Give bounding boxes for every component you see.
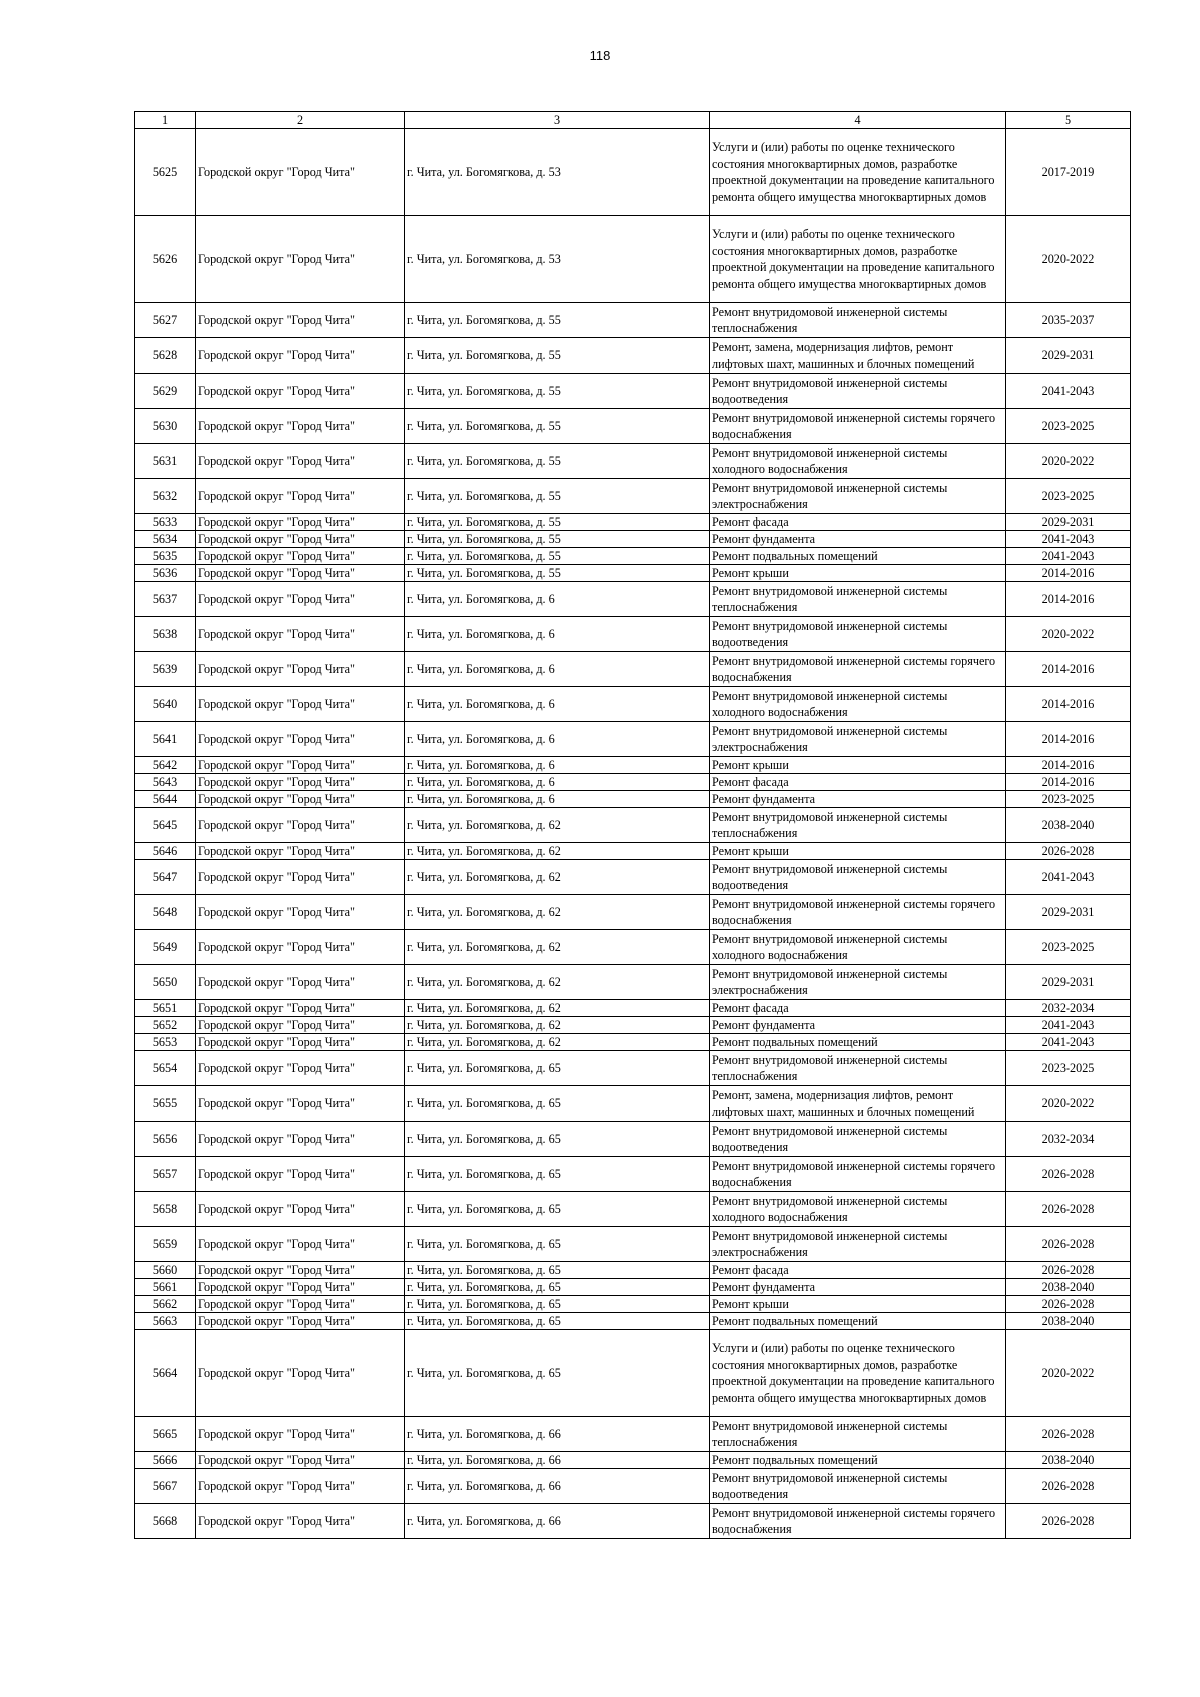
table-row	[135, 303, 1131, 338]
row-number-cell: 5638	[135, 617, 196, 652]
table-row	[135, 1017, 1131, 1034]
district-cell: Городской округ "Город Чита"	[196, 514, 405, 531]
period-cell: 2026-2028	[1006, 1192, 1131, 1227]
address-cell: г. Чита, ул. Богомягкова, д. 65	[405, 1279, 710, 1296]
district-cell: Городской округ "Город Чита"	[196, 895, 405, 930]
district-cell: Городской округ "Город Чита"	[196, 791, 405, 808]
district-cell: Городской округ "Город Чита"	[196, 444, 405, 479]
district-cell: Городской округ "Город Чита"	[196, 1330, 405, 1417]
address-cell: г. Чита, ул. Богомягкова, д. 6	[405, 652, 710, 687]
address-cell: г. Чита, ул. Богомягкова, д. 62	[405, 1017, 710, 1034]
row-number-cell: 5630	[135, 409, 196, 444]
table-row	[135, 514, 1131, 531]
table-row	[135, 1262, 1131, 1279]
row-number-cell: 5664	[135, 1330, 196, 1417]
row-number-cell: 5633	[135, 514, 196, 531]
period-cell: 2026-2028	[1006, 1227, 1131, 1262]
row-number-cell: 5658	[135, 1192, 196, 1227]
row-number-cell: 5656	[135, 1122, 196, 1157]
address-cell: г. Чита, ул. Богомягкова, д. 6	[405, 791, 710, 808]
address-cell: г. Чита, ул. Богомягкова, д. 65	[405, 1296, 710, 1313]
header-col-4: 4	[710, 112, 1006, 129]
row-number-cell: 5626	[135, 216, 196, 303]
district-cell: Городской округ "Город Чита"	[196, 843, 405, 860]
row-number-cell: 5653	[135, 1034, 196, 1051]
period-cell: 2023-2025	[1006, 409, 1131, 444]
period-cell: 2020-2022	[1006, 444, 1131, 479]
address-cell: г. Чита, ул. Богомягкова, д. 55	[405, 338, 710, 374]
table-row	[135, 757, 1131, 774]
address-cell: г. Чита, ул. Богомягкова, д. 6	[405, 722, 710, 757]
district-cell: Городской округ "Город Чита"	[196, 1017, 405, 1034]
district-cell: Городской округ "Город Чита"	[196, 1227, 405, 1262]
address-cell: г. Чита, ул. Богомягкова, д. 6	[405, 757, 710, 774]
district-cell: Городской округ "Город Чита"	[196, 582, 405, 617]
table-row	[135, 1469, 1131, 1504]
work-type-cell: Ремонт внутридомовой инженерной системы водоотведения	[710, 374, 1006, 409]
district-cell: Городской округ "Город Чита"	[196, 409, 405, 444]
period-cell: 2026-2028	[1006, 1469, 1131, 1504]
period-cell: 2026-2028	[1006, 1504, 1131, 1539]
period-cell: 2032-2034	[1006, 1122, 1131, 1157]
work-type-cell: Ремонт подвальных помещений	[710, 1452, 1006, 1469]
table-row	[135, 338, 1131, 374]
table-row	[135, 1034, 1131, 1051]
table-row	[135, 1000, 1131, 1017]
row-number-cell: 5650	[135, 965, 196, 1000]
period-cell: 2029-2031	[1006, 338, 1131, 374]
row-number-cell: 5637	[135, 582, 196, 617]
work-type-cell: Ремонт подвальных помещений	[710, 1034, 1006, 1051]
work-type-cell: Ремонт подвальных помещений	[710, 548, 1006, 565]
work-type-cell: Ремонт внутридомовой инженерной системы теплоснабжения	[710, 582, 1006, 617]
table-row	[135, 479, 1131, 514]
address-cell: г. Чита, ул. Богомягкова, д. 66	[405, 1469, 710, 1504]
table-row	[135, 1296, 1131, 1313]
header-col-1: 1	[135, 112, 196, 129]
table-row	[135, 409, 1131, 444]
table-row	[135, 1157, 1131, 1192]
address-cell: г. Чита, ул. Богомягкова, д. 6	[405, 687, 710, 722]
district-cell: Городской округ "Город Чита"	[196, 860, 405, 895]
page-number: 118	[589, 48, 611, 63]
district-cell: Городской округ "Город Чита"	[196, 216, 405, 303]
work-type-cell: Ремонт фундамента	[710, 531, 1006, 548]
work-type-cell: Ремонт фасада	[710, 774, 1006, 791]
period-cell: 2029-2031	[1006, 965, 1131, 1000]
address-cell: г. Чита, ул. Богомягкова, д. 62	[405, 965, 710, 1000]
work-type-cell: Ремонт внутридомовой инженерной системы водоотведения	[710, 617, 1006, 652]
table-row	[135, 565, 1131, 582]
district-cell: Городской округ "Город Чита"	[196, 1034, 405, 1051]
period-cell: 2038-2040	[1006, 1279, 1131, 1296]
table-row	[135, 860, 1131, 895]
row-number-cell: 5645	[135, 808, 196, 843]
period-cell: 2017-2019	[1006, 129, 1131, 216]
address-cell: г. Чита, ул. Богомягкова, д. 66	[405, 1504, 710, 1539]
period-cell: 2041-2043	[1006, 860, 1131, 895]
period-cell: 2029-2031	[1006, 514, 1131, 531]
table-row	[135, 1192, 1131, 1227]
address-cell: г. Чита, ул. Богомягкова, д. 62	[405, 1000, 710, 1017]
address-cell: г. Чита, ул. Богомягкова, д. 55	[405, 303, 710, 338]
district-cell: Городской округ "Город Чита"	[196, 338, 405, 374]
work-type-cell: Ремонт внутридомовой инженерной системы теплоснабжения	[710, 303, 1006, 338]
district-cell: Городской округ "Город Чита"	[196, 965, 405, 1000]
row-number-cell: 5644	[135, 791, 196, 808]
row-number-cell: 5646	[135, 843, 196, 860]
row-number-cell: 5640	[135, 687, 196, 722]
period-cell: 2014-2016	[1006, 687, 1131, 722]
district-cell: Городской округ "Город Чита"	[196, 757, 405, 774]
table-row	[135, 1313, 1131, 1330]
row-number-cell: 5634	[135, 531, 196, 548]
period-cell: 2026-2028	[1006, 843, 1131, 860]
address-cell: г. Чита, ул. Богомягкова, д. 65	[405, 1227, 710, 1262]
district-cell: Городской округ "Город Чита"	[196, 303, 405, 338]
row-number-cell: 5627	[135, 303, 196, 338]
work-type-cell: Ремонт внутридомовой инженерной системы электроснабжения	[710, 722, 1006, 757]
period-cell: 2014-2016	[1006, 565, 1131, 582]
row-number-cell: 5651	[135, 1000, 196, 1017]
row-number-cell: 5625	[135, 129, 196, 216]
work-type-cell: Ремонт фасада	[710, 514, 1006, 531]
row-number-cell: 5635	[135, 548, 196, 565]
work-type-cell: Ремонт фундамента	[710, 791, 1006, 808]
period-cell: 2014-2016	[1006, 582, 1131, 617]
district-cell: Городской округ "Город Чита"	[196, 652, 405, 687]
district-cell: Городской округ "Город Чита"	[196, 565, 405, 582]
work-type-cell: Ремонт внутридомовой инженерной системы горячего водоснабжения	[710, 895, 1006, 930]
district-cell: Городской округ "Город Чита"	[196, 722, 405, 757]
table-row	[135, 1122, 1131, 1157]
header-col-2: 2	[196, 112, 405, 129]
table-row	[135, 843, 1131, 860]
address-cell: г. Чита, ул. Богомягкова, д. 55	[405, 514, 710, 531]
work-type-cell: Ремонт внутридомовой инженерной системы горячего водоснабжения	[710, 1157, 1006, 1192]
district-cell: Городской округ "Город Чита"	[196, 1504, 405, 1539]
row-number-cell: 5649	[135, 930, 196, 965]
address-cell: г. Чита, ул. Богомягкова, д. 66	[405, 1452, 710, 1469]
work-type-cell: Ремонт внутридомовой инженерной системы водоотведения	[710, 860, 1006, 895]
row-number-cell: 5662	[135, 1296, 196, 1313]
row-number-cell: 5639	[135, 652, 196, 687]
table-row	[135, 791, 1131, 808]
table-row	[135, 129, 1131, 216]
address-cell: г. Чита, ул. Богомягкова, д. 6	[405, 774, 710, 791]
district-cell: Городской округ "Город Чита"	[196, 1279, 405, 1296]
address-cell: г. Чита, ул. Богомягкова, д. 65	[405, 1262, 710, 1279]
district-cell: Городской округ "Город Чита"	[196, 1157, 405, 1192]
period-cell: 2038-2040	[1006, 1452, 1131, 1469]
period-cell: 2023-2025	[1006, 930, 1131, 965]
address-cell: г. Чита, ул. Богомягкова, д. 55	[405, 444, 710, 479]
address-cell: г. Чита, ул. Богомягкова, д. 55	[405, 565, 710, 582]
period-cell: 2026-2028	[1006, 1417, 1131, 1452]
work-type-cell: Ремонт внутридомовой инженерной системы электроснабжения	[710, 1227, 1006, 1262]
table-row	[135, 548, 1131, 565]
address-cell: г. Чита, ул. Богомягкова, д. 55	[405, 531, 710, 548]
row-number-cell: 5628	[135, 338, 196, 374]
table-row	[135, 930, 1131, 965]
table-row	[135, 1086, 1131, 1122]
work-type-cell: Ремонт внутридомовой инженерной системы холодного водоснабжения	[710, 687, 1006, 722]
district-cell: Городской округ "Город Чита"	[196, 687, 405, 722]
row-number-cell: 5648	[135, 895, 196, 930]
row-number-cell: 5641	[135, 722, 196, 757]
district-cell: Городской округ "Город Чита"	[196, 129, 405, 216]
period-cell: 2038-2040	[1006, 1313, 1131, 1330]
work-type-cell: Ремонт фасада	[710, 1262, 1006, 1279]
district-cell: Городской округ "Город Чита"	[196, 774, 405, 791]
district-cell: Городской округ "Город Чита"	[196, 930, 405, 965]
table-row	[135, 1227, 1131, 1262]
address-cell: г. Чита, ул. Богомягкова, д. 65	[405, 1313, 710, 1330]
work-type-cell: Ремонт внутридомовой инженерной системы электроснабжения	[710, 479, 1006, 514]
address-cell: г. Чита, ул. Богомягкова, д. 66	[405, 1417, 710, 1452]
row-number-cell: 5652	[135, 1017, 196, 1034]
table-row	[135, 687, 1131, 722]
period-cell: 2041-2043	[1006, 1034, 1131, 1051]
address-cell: г. Чита, ул. Богомягкова, д. 53	[405, 216, 710, 303]
table-row	[135, 1330, 1131, 1417]
work-type-cell: Ремонт подвальных помещений	[710, 1313, 1006, 1330]
table-row	[135, 1452, 1131, 1469]
address-cell: г. Чита, ул. Богомягкова, д. 65	[405, 1330, 710, 1417]
row-number-cell: 5667	[135, 1469, 196, 1504]
work-type-cell: Услуги и (или) работы по оценке технического состояния многоквартирных домов, разработке проектной документации на проведение капитального ремонта общего имущества многоквартирных домов	[710, 1330, 1006, 1417]
table-row	[135, 808, 1131, 843]
district-cell: Городской округ "Город Чита"	[196, 531, 405, 548]
table-row	[135, 1279, 1131, 1296]
address-cell: г. Чита, ул. Богомягкова, д. 62	[405, 930, 710, 965]
table-body	[135, 129, 1131, 1539]
district-cell: Городской округ "Город Чита"	[196, 1262, 405, 1279]
row-number-cell: 5660	[135, 1262, 196, 1279]
table-row	[135, 895, 1131, 930]
address-cell: г. Чита, ул. Богомягкова, д. 55	[405, 479, 710, 514]
address-cell: г. Чита, ул. Богомягкова, д. 62	[405, 1034, 710, 1051]
work-type-cell: Ремонт внутридомовой инженерной системы горячего водоснабжения	[710, 409, 1006, 444]
district-cell: Городской округ "Город Чита"	[196, 1192, 405, 1227]
period-cell: 2041-2043	[1006, 548, 1131, 565]
period-cell: 2014-2016	[1006, 722, 1131, 757]
district-cell: Городской округ "Город Чита"	[196, 548, 405, 565]
address-cell: г. Чита, ул. Богомягкова, д. 65	[405, 1122, 710, 1157]
work-type-cell: Ремонт фундамента	[710, 1017, 1006, 1034]
table-row	[135, 216, 1131, 303]
address-cell: г. Чита, ул. Богомягкова, д. 65	[405, 1051, 710, 1086]
table-row	[135, 1417, 1131, 1452]
district-cell: Городской округ "Город Чита"	[196, 1000, 405, 1017]
row-number-cell: 5629	[135, 374, 196, 409]
row-number-cell: 5661	[135, 1279, 196, 1296]
address-cell: г. Чита, ул. Богомягкова, д. 62	[405, 860, 710, 895]
period-cell: 2041-2043	[1006, 1017, 1131, 1034]
work-type-cell: Ремонт крыши	[710, 1296, 1006, 1313]
repair-schedule-table	[134, 111, 1131, 1539]
period-cell: 2014-2016	[1006, 757, 1131, 774]
address-cell: г. Чита, ул. Богомягкова, д. 53	[405, 129, 710, 216]
address-cell: г. Чита, ул. Богомягкова, д. 65	[405, 1192, 710, 1227]
row-number-cell: 5642	[135, 757, 196, 774]
table-header	[135, 112, 1131, 129]
work-type-cell: Ремонт внутридомовой инженерной системы теплоснабжения	[710, 808, 1006, 843]
work-type-cell: Ремонт внутридомовой инженерной системы горячего водоснабжения	[710, 652, 1006, 687]
address-cell: г. Чита, ул. Богомягкова, д. 62	[405, 808, 710, 843]
address-cell: г. Чита, ул. Богомягкова, д. 55	[405, 374, 710, 409]
table-row	[135, 444, 1131, 479]
address-cell: г. Чита, ул. Богомягкова, д. 6	[405, 617, 710, 652]
district-cell: Городской округ "Город Чита"	[196, 479, 405, 514]
work-type-cell: Ремонт фундамента	[710, 1279, 1006, 1296]
period-cell: 2026-2028	[1006, 1296, 1131, 1313]
row-number-cell: 5632	[135, 479, 196, 514]
row-number-cell: 5655	[135, 1086, 196, 1122]
district-cell: Городской округ "Город Чита"	[196, 1122, 405, 1157]
row-number-cell: 5654	[135, 1051, 196, 1086]
work-type-cell: Ремонт внутридомовой инженерной системы водоотведения	[710, 1469, 1006, 1504]
address-cell: г. Чита, ул. Богомягкова, д. 62	[405, 895, 710, 930]
work-type-cell: Ремонт внутридомовой инженерной системы электроснабжения	[710, 965, 1006, 1000]
district-cell: Городской округ "Город Чита"	[196, 1051, 405, 1086]
period-cell: 2041-2043	[1006, 374, 1131, 409]
row-number-cell: 5665	[135, 1417, 196, 1452]
work-type-cell: Ремонт, замена, модернизация лифтов, ремонт лифтовых шахт, машинных и блочных помещений	[710, 1086, 1006, 1122]
district-cell: Городской округ "Город Чита"	[196, 1086, 405, 1122]
work-type-cell: Ремонт внутридомовой инженерной системы водоотведения	[710, 1122, 1006, 1157]
period-cell: 2020-2022	[1006, 216, 1131, 303]
row-number-cell: 5647	[135, 860, 196, 895]
header-col-3: 3	[405, 112, 710, 129]
district-cell: Городской округ "Город Чита"	[196, 1313, 405, 1330]
row-number-cell: 5631	[135, 444, 196, 479]
period-cell: 2029-2031	[1006, 895, 1131, 930]
period-cell: 2038-2040	[1006, 808, 1131, 843]
row-number-cell: 5668	[135, 1504, 196, 1539]
table-row	[135, 617, 1131, 652]
table-row	[135, 374, 1131, 409]
row-number-cell: 5663	[135, 1313, 196, 1330]
table-row	[135, 965, 1131, 1000]
address-cell: г. Чита, ул. Богомягкова, д. 65	[405, 1157, 710, 1192]
work-type-cell: Ремонт крыши	[710, 757, 1006, 774]
period-cell: 2014-2016	[1006, 774, 1131, 791]
work-type-cell: Ремонт внутридомовой инженерной системы холодного водоснабжения	[710, 930, 1006, 965]
address-cell: г. Чита, ул. Богомягкова, д. 55	[405, 409, 710, 444]
period-cell: 2023-2025	[1006, 1051, 1131, 1086]
district-cell: Городской округ "Город Чита"	[196, 808, 405, 843]
district-cell: Городской округ "Город Чита"	[196, 1469, 405, 1504]
table-row	[135, 722, 1131, 757]
period-cell: 2014-2016	[1006, 652, 1131, 687]
work-type-cell: Услуги и (или) работы по оценке технического состояния многоквартирных домов, разработке проектной документации на проведение капитального ремонта общего имущества многоквартирных домов	[710, 129, 1006, 216]
address-cell: г. Чита, ул. Богомягкова, д. 65	[405, 1086, 710, 1122]
district-cell: Городской округ "Город Чита"	[196, 617, 405, 652]
period-cell: 2035-2037	[1006, 303, 1131, 338]
work-type-cell: Услуги и (или) работы по оценке технического состояния многоквартирных домов, разработке проектной документации на проведение капитального ремонта общего имущества многоквартирных домов	[710, 216, 1006, 303]
table-row	[135, 582, 1131, 617]
work-type-cell: Ремонт внутридомовой инженерной системы холодного водоснабжения	[710, 1192, 1006, 1227]
table-row	[135, 1051, 1131, 1086]
work-type-cell: Ремонт внутридомовой инженерной системы холодного водоснабжения	[710, 444, 1006, 479]
row-number-cell: 5643	[135, 774, 196, 791]
work-type-cell: Ремонт фасада	[710, 1000, 1006, 1017]
district-cell: Городской округ "Город Чита"	[196, 1417, 405, 1452]
period-cell: 2023-2025	[1006, 479, 1131, 514]
period-cell: 2026-2028	[1006, 1262, 1131, 1279]
work-type-cell: Ремонт внутридомовой инженерной системы горячего водоснабжения	[710, 1504, 1006, 1539]
table-row	[135, 1504, 1131, 1539]
district-cell: Городской округ "Город Чита"	[196, 1296, 405, 1313]
period-cell: 2041-2043	[1006, 531, 1131, 548]
work-type-cell: Ремонт внутридомовой инженерной системы теплоснабжения	[710, 1051, 1006, 1086]
work-type-cell: Ремонт крыши	[710, 843, 1006, 860]
period-cell: 2032-2034	[1006, 1000, 1131, 1017]
work-type-cell: Ремонт крыши	[710, 565, 1006, 582]
row-number-cell: 5666	[135, 1452, 196, 1469]
table-row	[135, 774, 1131, 791]
header-row	[135, 112, 1131, 129]
row-number-cell: 5657	[135, 1157, 196, 1192]
work-type-cell: Ремонт внутридомовой инженерной системы теплоснабжения	[710, 1417, 1006, 1452]
table-row	[135, 531, 1131, 548]
table-row	[135, 652, 1131, 687]
address-cell: г. Чита, ул. Богомягкова, д. 6	[405, 582, 710, 617]
period-cell: 2020-2022	[1006, 617, 1131, 652]
row-number-cell: 5636	[135, 565, 196, 582]
period-cell: 2023-2025	[1006, 791, 1131, 808]
address-cell: г. Чита, ул. Богомягкова, д. 62	[405, 843, 710, 860]
address-cell: г. Чита, ул. Богомягкова, д. 55	[405, 548, 710, 565]
header-col-5: 5	[1006, 112, 1131, 129]
district-cell: Городской округ "Город Чита"	[196, 374, 405, 409]
period-cell: 2020-2022	[1006, 1086, 1131, 1122]
period-cell: 2026-2028	[1006, 1157, 1131, 1192]
row-number-cell: 5659	[135, 1227, 196, 1262]
work-type-cell: Ремонт, замена, модернизация лифтов, ремонт лифтовых шахт, машинных и блочных помещений	[710, 338, 1006, 374]
district-cell: Городской округ "Город Чита"	[196, 1452, 405, 1469]
period-cell: 2020-2022	[1006, 1330, 1131, 1417]
